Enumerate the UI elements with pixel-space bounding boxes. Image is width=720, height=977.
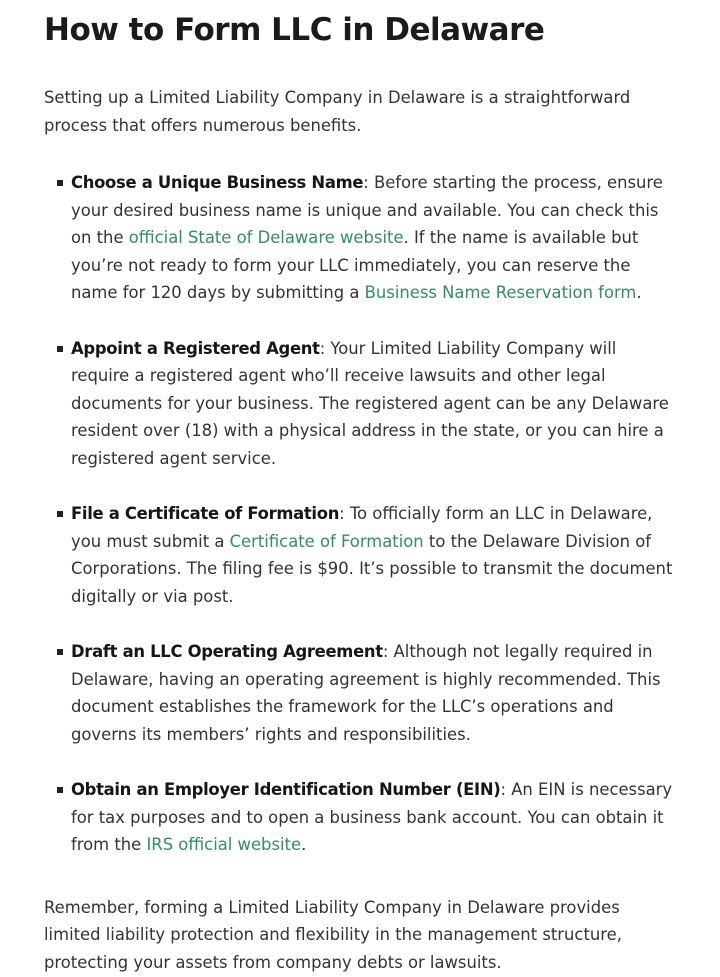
- bullet-icon: [57, 180, 63, 186]
- page-title: How to Form LLC in Delaware: [44, 12, 545, 48]
- step-text: Before starting the process, ensure your desired business name is unique and available. You can check this on the: [71, 173, 663, 247]
- step-term: Draft an LLC Operating Agreement: [71, 642, 383, 661]
- list-item-operating-agreement: [44, 638, 676, 748]
- steps-list: [44, 169, 676, 859]
- step-text: to the Delaware Division of Corporations. The filing fee is $90. It’s possible to transmit the document digitally or via post.: [71, 531, 673, 606]
- irs-website-link[interactable]: IRS official website: [146, 835, 302, 854]
- step-separator: :: [500, 780, 506, 799]
- step-term: Obtain an Employer Identification Number (EIN): [71, 780, 501, 799]
- bullet-icon: [57, 649, 63, 655]
- step-term: Appoint a Registered Agent: [71, 338, 320, 358]
- name-reservation-link[interactable]: Business Name Reservation form: [364, 283, 637, 302]
- step-text: Although not legally required in Delaware, having an operating agreement is highly recommended. This document establishes the framework for the LLC’s operations and governs its members’ rights and responsibilities.: [71, 642, 661, 744]
- bullet-icon: [57, 511, 63, 517]
- step-text: .: [636, 283, 642, 302]
- certificate-link[interactable]: Certificate of Formation: [229, 531, 424, 551]
- bullet-icon: [57, 787, 63, 793]
- list-item-registered-agent: [44, 335, 676, 473]
- step-text: An EIN is necessary for tax purposes and to open a business bank account. You can obtain it from the: [71, 780, 673, 854]
- step-separator: :: [339, 504, 345, 523]
- bullet-icon: [57, 346, 63, 352]
- intro-paragraph: Setting up a Limited Liability Company in Delaware is a straightforward process that offers numerous benefits.: [44, 88, 631, 135]
- step-separator: :: [319, 338, 326, 358]
- step-text: . If the name is available but you’re not ready to form your LLC immediately, you can reserve the name for 120 days by submitting a: [71, 228, 639, 302]
- step-term: Choose a Unique Business Name: [71, 173, 364, 192]
- step-separator: :: [363, 173, 369, 192]
- state-website-link[interactable]: official State of Delaware website: [128, 228, 404, 247]
- list-item-ein: [44, 776, 676, 859]
- list-item-certificate: [44, 500, 676, 610]
- step-text: .: [301, 835, 307, 854]
- step-separator: :: [382, 642, 389, 661]
- step-term: File a Certificate of Formation: [71, 504, 340, 523]
- list-item-business-name: [44, 169, 676, 307]
- closing-paragraph: Remember, forming a Limited Liability Company in Delaware provides limited liability protection and flexibility in the management structure, protecting your assets from company debts or lawsuits.: [44, 897, 622, 972]
- step-text: Your Limited Liability Company will require a registered agent who’ll receive lawsuits and other legal documents for your business. The registered agent can be any Delaware resident over (18) with a physical address in the state, or you can hire a registered agent service.: [71, 338, 669, 468]
- step-text: To officially form an LLC in Delaware, you must submit a: [71, 504, 653, 551]
